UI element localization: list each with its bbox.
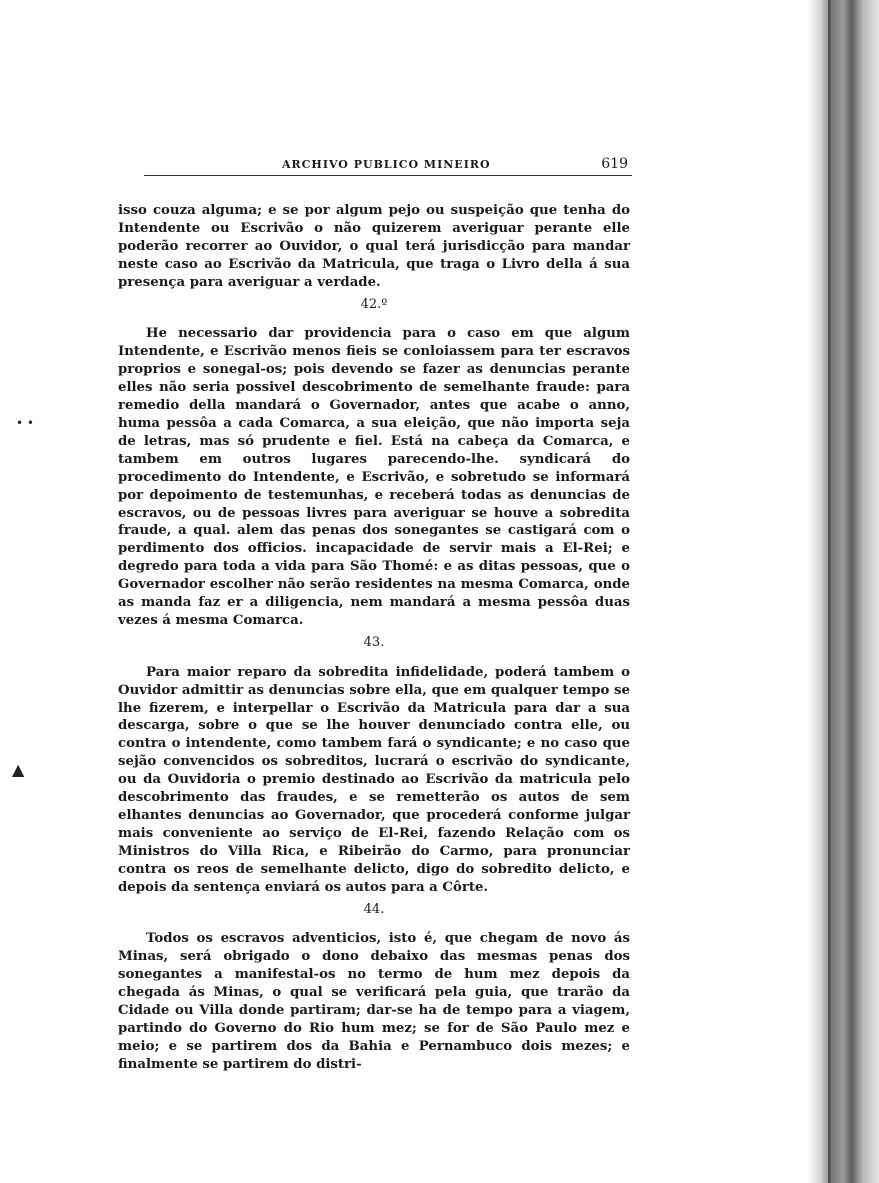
section-number-44: 44. [363, 901, 385, 917]
margin-mark: • • [16, 416, 34, 430]
paragraph-44: Todos os escravos adventicios, isto é, que chegam de novo ás Minas, será obrigado o dono debaixo das mesmas penas dos sonegantes a manifestal-os no termo de hum mez depois da chegada ás Minas, o qual se verificará pela guia, que trarão da Cidade ou Villa donde partiram; dar-se ha de tempo para a viagem, partindo do Governo do Rio hum mez; se for de São Paulo mez e meio; e se partirem dos da Bahia e Pernambuco dois mezes; e finalmente se partirem do distri- [118, 931, 630, 1072]
section-number-42: 42.º [360, 296, 388, 312]
page-edge-line [828, 0, 831, 1183]
page-edge-shadow [807, 0, 879, 1183]
page-number: 619 [601, 156, 628, 172]
header-title: ARCHIVO PUBLICO MINEIRO [282, 158, 491, 171]
book-page [112, 150, 632, 1072]
paragraph-continuation: isso couza alguma; e se por algum pejo ou suspeição que tenha do Intendente ou Escrivão o não quizerem averiguar perante elle poderão recorrer ao Ouvidor, o qual terá jurisdicção para mandar neste caso ao Escrivão da Matricula, que traga o Livro della á sua presença para averiguar a verdade. [118, 203, 630, 290]
margin-arrow-icon: ▲ [12, 760, 25, 779]
section-number-43: 43. [363, 634, 385, 650]
paragraph-42: He necessario dar providencia para o caso em que algum Intendente, e Escrivão menos fieis se conloiassem para ter escravos proprios e sonegal-os; pois devendo se fazer as denuncias perante elles não seria possivel descobrimento de semelhante fraude: para remedio della mandará o Governador, antes que acabe o anno, huma pessôa a cada Comarca, a sua eleição, que não importa seja de letras, mas só prudente e fiel. Está na cabeça da Comarca, e tambem em outros lugares parecendo-lhe. syndicará do procedimento do Intendente, e Escrivão, e sobretudo se informará por depoimento de testemunhas, e receberá todas as denuncias de escravos, ou de pessoas livres para averiguar se houve a sobredita fraude, a qual. alem das penas dos sonegantes se castigará com o perdimento dos officios. incapacidade de servir mais a El-Rei; e degredo para toda a vida para São Thomé: e as ditas pessoas, que o Governador escolher não serão residentes na mesma Comarca, onde as manda faz er a diligencia, nem mandará a mesma pessôa duas vezes á mesma Comarca. [118, 326, 630, 628]
header-rule [144, 175, 632, 176]
body-text [118, 202, 630, 1074]
paragraph-43: Para maior reparo da sobredita infidelidade, poderá tambem o Ouvidor admittir as denuncias sobre ella, que em qualquer tempo se lhe fizerem, e interpellar o Escrivão da Matricula para dar a sua descarga, sobre o que se lhe houver denunciado contra elle, ou contra o intendente, como tambem fará o syndicante; e no caso que sejão convencidos os sobreditos, lucrará o escrivão do syndicante, ou da Ouvidoria o premio destinado ao Escrivão da matricula pelo descobrimento das fraudes, e se remetterão os autos de sem elhantes denuncias ao Governador, que procederá conforme julgar mais conveniente ao serviço de El-Rei, fazendo Relação com os Ministros do Villa Rica, e Ribeirão do Carmo, para pronunciar contra os reos de semelhante delicto, digo do sobredito delicto, e depois da sentença enviará os autos para a Côrte. [118, 664, 630, 895]
running-header [112, 150, 632, 176]
